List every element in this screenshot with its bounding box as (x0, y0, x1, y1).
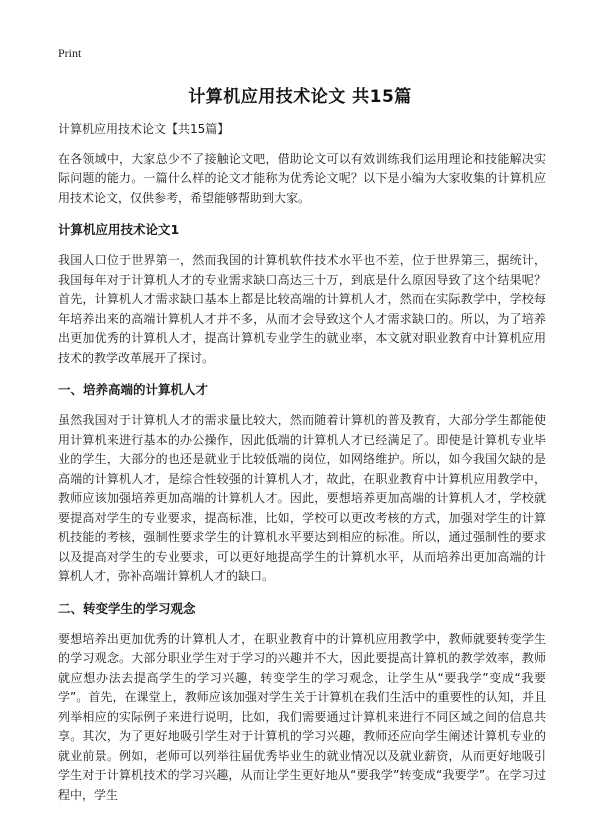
section1-paragraph: 我国人口位于世界第一，然而我国的计算机软件技术水平也不差，位于世界第三，据统计，我国每年对于计算机人才的专业需求缺口高达三十万，到底是什么原因导致了这个结果呢？首先，计算机人才需求缺口基本上都是比较高端的计算机人才，然而在实际教学中，学校每年培养出来的高端计算机人才并不多，从而才会导致这个人才需求缺口的。所以，为了培养出更加优秀的计算机人才，提高计算机专业学生的就业率，本文就对职业教育中计算机应用技术的教学改革展开了探讨。 (58, 253, 546, 365)
section1-heading: 计算机应用技术论文1 (58, 222, 180, 237)
paragraph-2: 要想培养出更加优秀的计算机人才，在职业教育中的计算机应用教学中，教师就要转变学生的学习观念。大部分职业学生对于学习的兴趣并不大，因此要提高计算机的教学效率，教师就应想办法去提高学生的学习兴趣，转变学生的学习观念，让学生从“要我学”变成“我要学”。首先，在课堂上，教师应该加强对学生关于计算机在我们生活中的重要性的认知，并且列举相应的实际例子来进行说明，比如，我们需要通过计算机来进行不同区域之间的信息共享。其次，为了更好地吸引学生对于计算机的学习兴趣，教师还应向学生阐述计算机专业的就业前景。例如，老师可以列举往届优秀毕业生的就业情况以及就业薪资，从而更好地吸引学生对于计算机技术的学习兴趣，从而让学生更好地从“要我学”转变成“我要学”。在学习过程中，学生 (58, 631, 546, 802)
document-title: 计算机应用技术论文 共15篇 (188, 87, 412, 107)
intro-paragraph: 在各领域中，大家总少不了接触论文吧，借助论文可以有效训练我们运用理论和技能解决实际问题的能力。一篇什么样的论文才能称为优秀论文呢？以下是小编为大家收集的计算机应用技术论文，仅供参考，希望能够帮助到大家。 (58, 151, 546, 205)
print-label: Print (58, 46, 82, 60)
document-subtitle: 计算机应用技术论文【共15篇】 (58, 122, 230, 136)
subheading-1: 一、培养高端的计算机人才 (58, 382, 209, 397)
document-body (58, 120, 546, 817)
paragraph-1: 虽然我国对于计算机人才的需求量比较大，然而随着计算机的普及教育，大部分学生都能使用计算机来进行基本的办公操作，因此低端的计算机人才已经满足了。即使是计算机专业毕业的学生，大部分的也还是就业于比较低端的岗位，如网络维护。所以，如今我国欠缺的是高端的计算机人才，是综合性较强的计算机人才，故此，在职业教育中计算机应用教学中，教师应该加强培养更加高端的计算机人才。因此，要想培养更加高端的计算机人才，学校就要提高对学生的专业要求，提高标准，比如，学校可以更改考核的方式，加强对学生的计算机技能的考核，强制性要求学生的计算机水平要达到相应的标准。所以，通过强制性的要求以及提高对学生的专业要求，可以更好地提高学生的计算机水平，从而培养出更加高端的计算机人才，弥补高端计算机人才的缺口。 (58, 413, 546, 583)
subheading-2: 二、转变学生的学习观念 (58, 600, 196, 616)
